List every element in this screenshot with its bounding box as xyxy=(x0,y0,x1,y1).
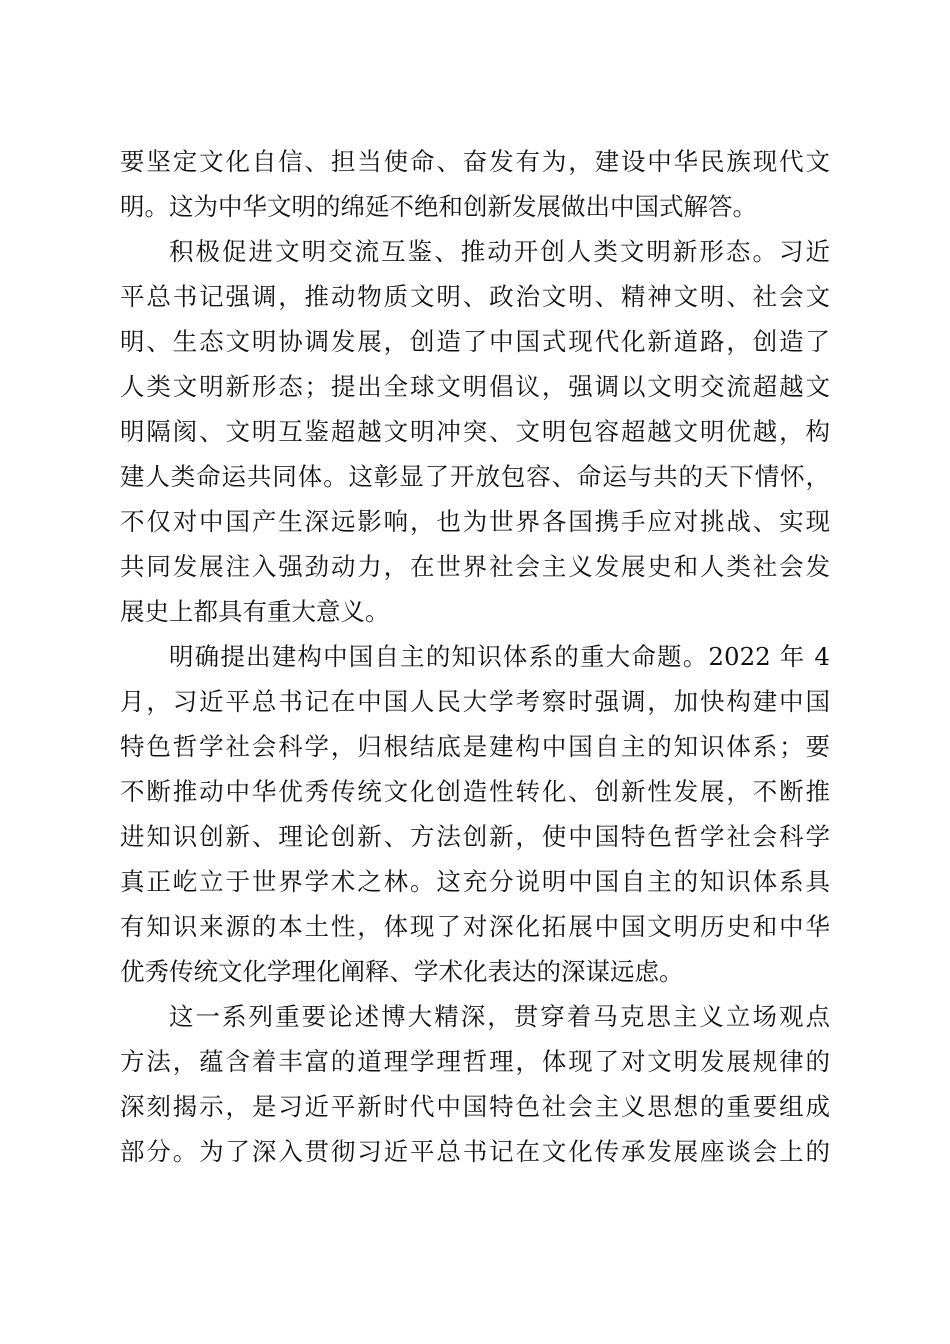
text-line: 不断推动中华优秀传统文化创造性转化、创新性发展，不断推 xyxy=(120,777,830,806)
text-line: 共同发展注入强劲动力，在世界社会主义发展史和人类社会发 xyxy=(120,552,830,581)
text-line: 要坚定文化自信、担当使命、奋发有为，建设中华民族现代文 xyxy=(120,147,830,176)
text-line: 这一系列重要论述博大精深，贯穿着马克思主义立场观点 xyxy=(169,1002,830,1031)
text-line: 方法，蕴含着丰富的道理学理哲理，体现了对文明发展规律的 xyxy=(120,1047,830,1076)
text-line: 月，习近平总书记在中国人民大学考察时强调，加快构建中国 xyxy=(120,687,830,716)
text-line: 建人类命运共同体。这彰显了开放包容、命运与共的天下情怀， xyxy=(120,462,830,491)
text-line: 明、生态文明协调发展，创造了中国式现代化新道路，创造了 xyxy=(120,327,830,356)
text-line: 部分。为了深入贯彻习近平总书记在文化传承发展座谈会上的 xyxy=(120,1137,830,1166)
text-line: 展史上都具有重大意义。 xyxy=(120,597,390,626)
body-text xyxy=(120,139,830,1174)
text-line: 明隔阂、文明互鉴超越文明冲突、文明包容超越文明优越，构 xyxy=(120,417,830,446)
text-line: 优秀传统文化学理化阐释、学术化表达的深谋远虑。 xyxy=(120,957,684,986)
text-line: 进知识创新、理论创新、方法创新，使中国特色哲学社会科学 xyxy=(120,822,830,851)
text-line: 明。这为中华文明的绵延不绝和创新发展做出中国式解答。 xyxy=(120,192,757,221)
text-line: 特色哲学社会科学，归根结底是建构中国自主的知识体系；要 xyxy=(120,732,830,761)
text-line: 不仅对中国产生深远影响，也为世界各国携手应对挑战、实现 xyxy=(120,507,830,536)
text-line: 人类文明新形态；提出全球文明倡议，强调以文明交流超越文 xyxy=(120,372,830,401)
text-line: 平总书记强调，推动物质文明、政治文明、精神文明、社会文 xyxy=(120,282,830,311)
text-line: 有知识来源的本土性，体现了对深化拓展中国文明历史和中华 xyxy=(120,912,830,941)
text-line: 积极促进文明交流互鉴、推动开创人类文明新形态。习近 xyxy=(169,237,830,266)
text-line: 真正屹立于世界学术之林。这充分说明中国自主的知识体系具 xyxy=(120,867,830,896)
text-line: 深刻揭示，是习近平新时代中国特色社会主义思想的重要组成 xyxy=(120,1092,830,1121)
text-line: 明确提出建构中国自主的知识体系的重大命题。2022 年 4 xyxy=(169,642,830,671)
